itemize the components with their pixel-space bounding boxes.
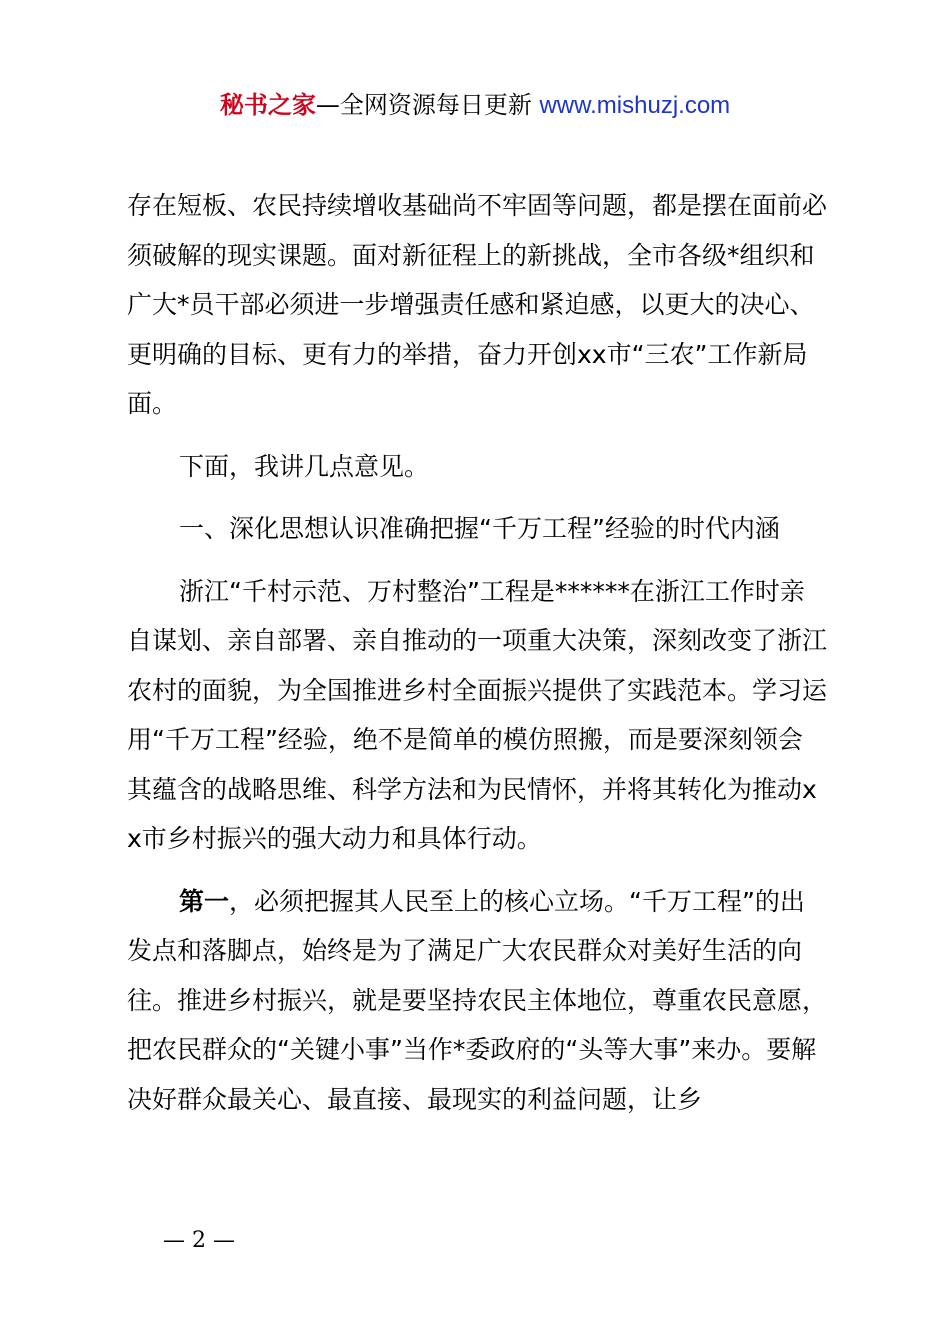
first-point-text: ，必须把握其人民至上的核心立场。“千万工程”的出发点和落脚点，始终是为了满足广大农民群众对美好生活的向往。推进乡村振兴，就是要坚持农民主体地位，尊重农民意愿，把农民群众的“关键小事”当作*委政府的“头等大事”来办。要解决好群众最关心、最直接、最现实的利益问题，让乡 [127,886,828,1114]
header-slogan: —全网资源每日更新 [315,91,540,119]
page-number: — 2 — [163,1228,235,1253]
paragraph-first-point [127,877,827,1125]
site-header [0,88,950,123]
document-body [127,181,827,1124]
paragraph-qianwan: 浙江“千村示范、万村整治”工程是******在浙江工作时亲自谋划、亲自部署、亲自推动的一项重大决策，深刻改变了浙江农村的面貌，为全国推进乡村全面振兴提供了实践范本。学习运用“千万工程”经验，绝不是简单的模仿照搬，而是要深刻领会其蕴含的战略思维、科学方法和为民情怀，并将其转化为推动xx市乡村振兴的强大动力和具体行动。 [127,576,828,853]
paragraph-continued: 存在短板、农民持续增收基础尚不牢固等问题，都是摆在面前必须破解的现实课题。面对新征程上的新挑战，全市各级*组织和广大*员干部必须进一步增强责任感和紧迫感，以更大的决心、更明确的目标、更有力的举措，奋力开创xx市“三农”工作新局面。 [127,191,828,418]
paragraph-intro: 下面，我讲几点意见。 [179,451,430,481]
site-url-link[interactable]: www.mishuzj.com [539,92,731,119]
section-heading: 一、深化思想认识准确把握“千万工程”经验的时代内涵 [179,514,780,543]
brand-name: 秘书之家 [219,91,316,119]
first-point-lead: 第一 [179,886,230,916]
